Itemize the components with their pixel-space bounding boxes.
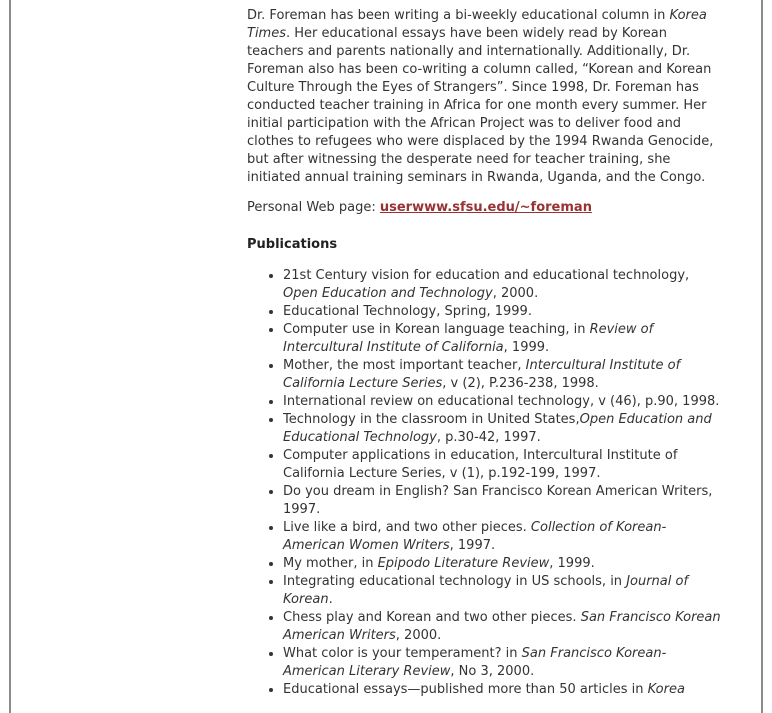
italic-text: Korea Times [247,8,707,41]
publication-item [283,519,722,555]
italic-text: Intercultural Institute of California Lecture Series [283,358,681,391]
text: Integrating educational technology in US schools, in [283,574,627,589]
right-frame-border [761,0,763,713]
personal-web-label: Personal Web page: [247,200,380,215]
text: , 2000. [395,628,442,643]
publication-item [283,681,722,699]
italic-text: Open Education and Educational Technology [283,412,712,445]
text: Computer use in Korean language teaching, in [283,322,590,337]
italic-text: San Francisco Korean-American Literary Review [283,646,667,679]
italic-text: San Francisco Korean American Writers [283,610,721,643]
text: Mother, the most important teacher, [283,358,526,373]
publication-item [283,483,722,519]
text: . [328,592,333,607]
italic-text: Review of Intercultural Institute of California [283,322,654,355]
text: What color is your temperament? in [283,646,522,661]
text: Computer applications in education, Intercultural Institute of California Lecture Series, v (1), p.192-199, 1997. [283,448,678,481]
text: , No 3, 2000. [450,664,535,679]
italic-text: Korea [647,682,685,697]
text: Live like a bird, and two other pieces. [283,520,531,535]
publication-item [283,573,722,609]
content-frame [247,0,722,699]
text: , 1999. [549,556,595,571]
publication-item [283,303,722,321]
text: Dr. Foreman has been writing a bi-weekly educational column in [247,8,670,23]
text: , v (2), P.236-238, 1998. [442,376,599,391]
publication-item [283,393,722,411]
text: . Her educational essays have been widely read by Korean teachers and parents nationally and internationally. Additionally, Dr. Foreman also has been co-writing a column called, “Korean and Korean Culture Through the Eyes of Strangers”. Since 1998, Dr. Foreman has conducted teacher training in Africa for one month every summer. Her initial participation with the African Project was to deliver food and clothes to refugees who were displaced by the 1994 Rwanda Genocide, but after witnessing the desperate need for teacher training, she initiated annual training seminars in Rwanda, Uganda, and the Congo. [247,26,714,185]
publication-item [283,555,722,573]
bio-paragraph [247,7,722,187]
text: Educational Technology, Spring, 1999. [283,304,532,319]
italic-text: Collection of Korean-American Women Writers [283,520,667,553]
publication-item [283,609,722,645]
text: , p.30-42, 1997. [436,430,541,445]
personal-web-link[interactable]: userwww.sfsu.edu/~foreman [379,200,592,215]
publication-item [283,411,722,447]
text: Educational essays—published more than 50 articles in [283,682,648,697]
publication-item [283,357,722,393]
text: My mother, in [283,556,378,571]
text: 21st Century vision for education and educational technology, [283,268,690,283]
personal-web-line [247,199,722,217]
publication-item [283,267,722,303]
publication-item [283,447,722,483]
text: Technology in the classroom in United States, [283,412,580,427]
italic-text: Journal of Korean [283,574,689,607]
publications-heading: Publications [247,237,338,252]
text: , 1997. [449,538,496,553]
text: International review on educational technology, v (46), p.90, 1998. [283,394,720,409]
italic-text: Open Education and Technology [283,286,493,301]
text: Chess play and Korean and two other pieces. [283,610,581,625]
text: Do you dream in English? San Francisco Korean American Writers, 1997. [283,484,713,517]
publication-item [283,645,722,681]
publications-list [247,267,722,699]
text: , 2000. [492,286,539,301]
publication-item [283,321,722,357]
left-frame-border [9,0,11,713]
text: , 1999. [503,340,550,355]
italic-text: Epipodo Literature Review [377,556,550,571]
